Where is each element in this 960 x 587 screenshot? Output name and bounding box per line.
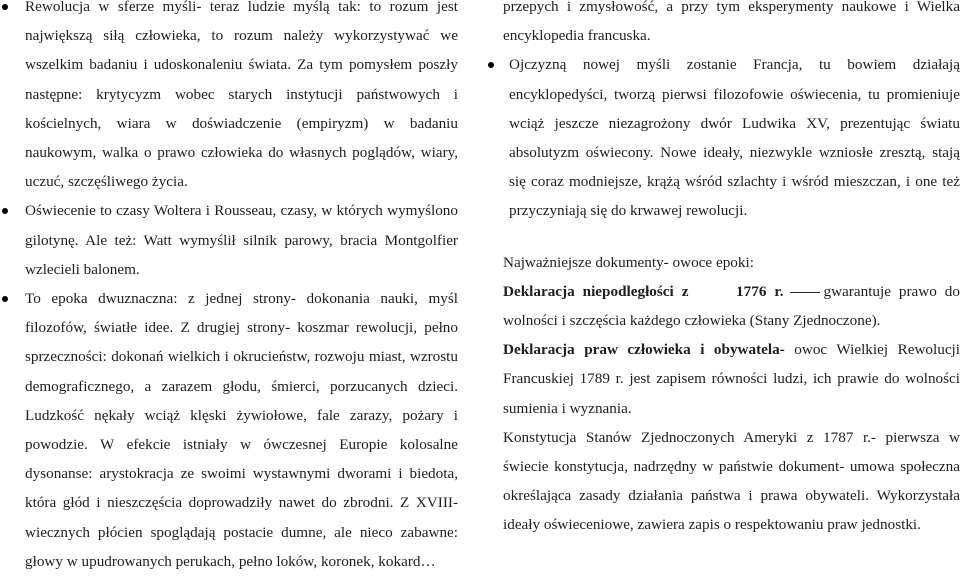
document-constitution: Konstytucja Stanów Zjednoczonych Ameryki z 1787 r.- pierwsza w świecie konstytucja, nadrzędny w państwie dokument- umowa społeczna określająca zasady działania państwa i prawa obywateli. Wykorzystała ideały oświeceniowe, zawiera zapis o respektowaniu praw jednostki.: [503, 428, 960, 534]
doc2-text: owoc Wielkiej Rewolucji Francuskiej 1789 r. jest zapisem równości ludzi, ich prawie do wolności sumienia i wyznania.: [503, 341, 960, 417]
bullet-dot-icon: [488, 62, 494, 68]
documents-heading: Najważniejsze dokumenty- owoce epoki:: [503, 253, 754, 271]
bullet-rewolucja: [0, 0, 458, 196]
doc1-text: gwarantuje prawo do wolności i szczęścia każdego człowieka (Stany Zjednoczone).: [503, 282, 960, 330]
bullet-epoka: [0, 284, 458, 576]
bullet-text: Oświecenie to czasy Woltera i Rousseau, czasy, w których wymyślono gilotynę. Ale też: Watt wymyślił silnik parowy, bracia Montgolfier wzlecieli balonem.: [25, 202, 458, 278]
doc2-title: Deklaracja praw człowieka i obywatela-: [503, 341, 785, 359]
doc1-title: Deklaracja niepodległości z: [503, 282, 689, 300]
spacer: [486, 226, 960, 248]
doc1-year: 1776 r.: [736, 282, 784, 300]
bullet-dot-icon: [2, 296, 8, 302]
dash-line: [790, 292, 820, 293]
left-column: [0, 0, 458, 576]
bullet-ojczyzna: [486, 50, 960, 225]
bullet-text: Ojczyzną nowej myśli zostanie Francja, tu bowiem działają encyklopedyści, tworzą pierwsi filozofowie oświecenia, tu promieniuje wciąż jeszcze niezagrożony dwór Ludwika XV, prezentując światu absolutyzm oświecony. Nowe ideały, niezwykle wzniosłe zresztą, stają się coraz modniejsze, krążą wśród szlachty i wśród mieszczan, i one też przyczyniają się do krwawej rewolucji.: [509, 56, 960, 220]
bullet-text: To epoka dwuznaczna: z jednej strony- dokonania nauki, myśl filozofów, światłe idee. Z drugiej strony- koszmar rewolucji, pełno sprzeczności: dokonań wielkich i okrucieństw, rozwoju miast, wzrostu demograficznego, a zarazem głodu, śmierci, porzucanych dzieci. Ludzkość nękały wciąż klęski żywiołowe, fale zarazy, pożary i powodzie. W efekcie istniały w ówczesnej Europie kolosalne dysonanse: arystokracja ze swoimi wystawnymi dworami i biedota, która głód i nieszczęścia doprowadziły nawet do zbrodni. Z XVIII- wiecznych płócien spoglądają postacie dumne, ale nieco zabawne: głowy w upudrowanych perukach, pełno loków, koronek, kokard…: [25, 290, 458, 570]
right-column: [486, 0, 960, 540]
bullet-text: Rewolucja w sferze myśli- teraz ludzie myślą tak: to rozum jest największą siłą człowieka, to rozum należy wykorzystywać we wszelkim badaniu i udoskonaleniu świata. Za tym pomysłem poszły następne: krytycyzm wobec starych instytucji państwowych i kościelnych, wiara w doświadczenie (empiryzm) w badaniu naukowym, walka o prawo człowieka do własnych poglądów, wiary, uczuć, szczęśliwego życia.: [25, 0, 458, 191]
document-declaration-independence: [486, 277, 960, 335]
bullet-dot-icon: [2, 4, 8, 10]
bullet-oswiecenie: [0, 196, 458, 284]
bullet-dot-icon: [2, 208, 8, 214]
document-declaration-rights: [486, 335, 960, 423]
continuation-paragraph: przepych i zmysłowość, a przy tym eksperymenty naukowe i Wielka encyklopedia francuska.: [503, 0, 960, 45]
